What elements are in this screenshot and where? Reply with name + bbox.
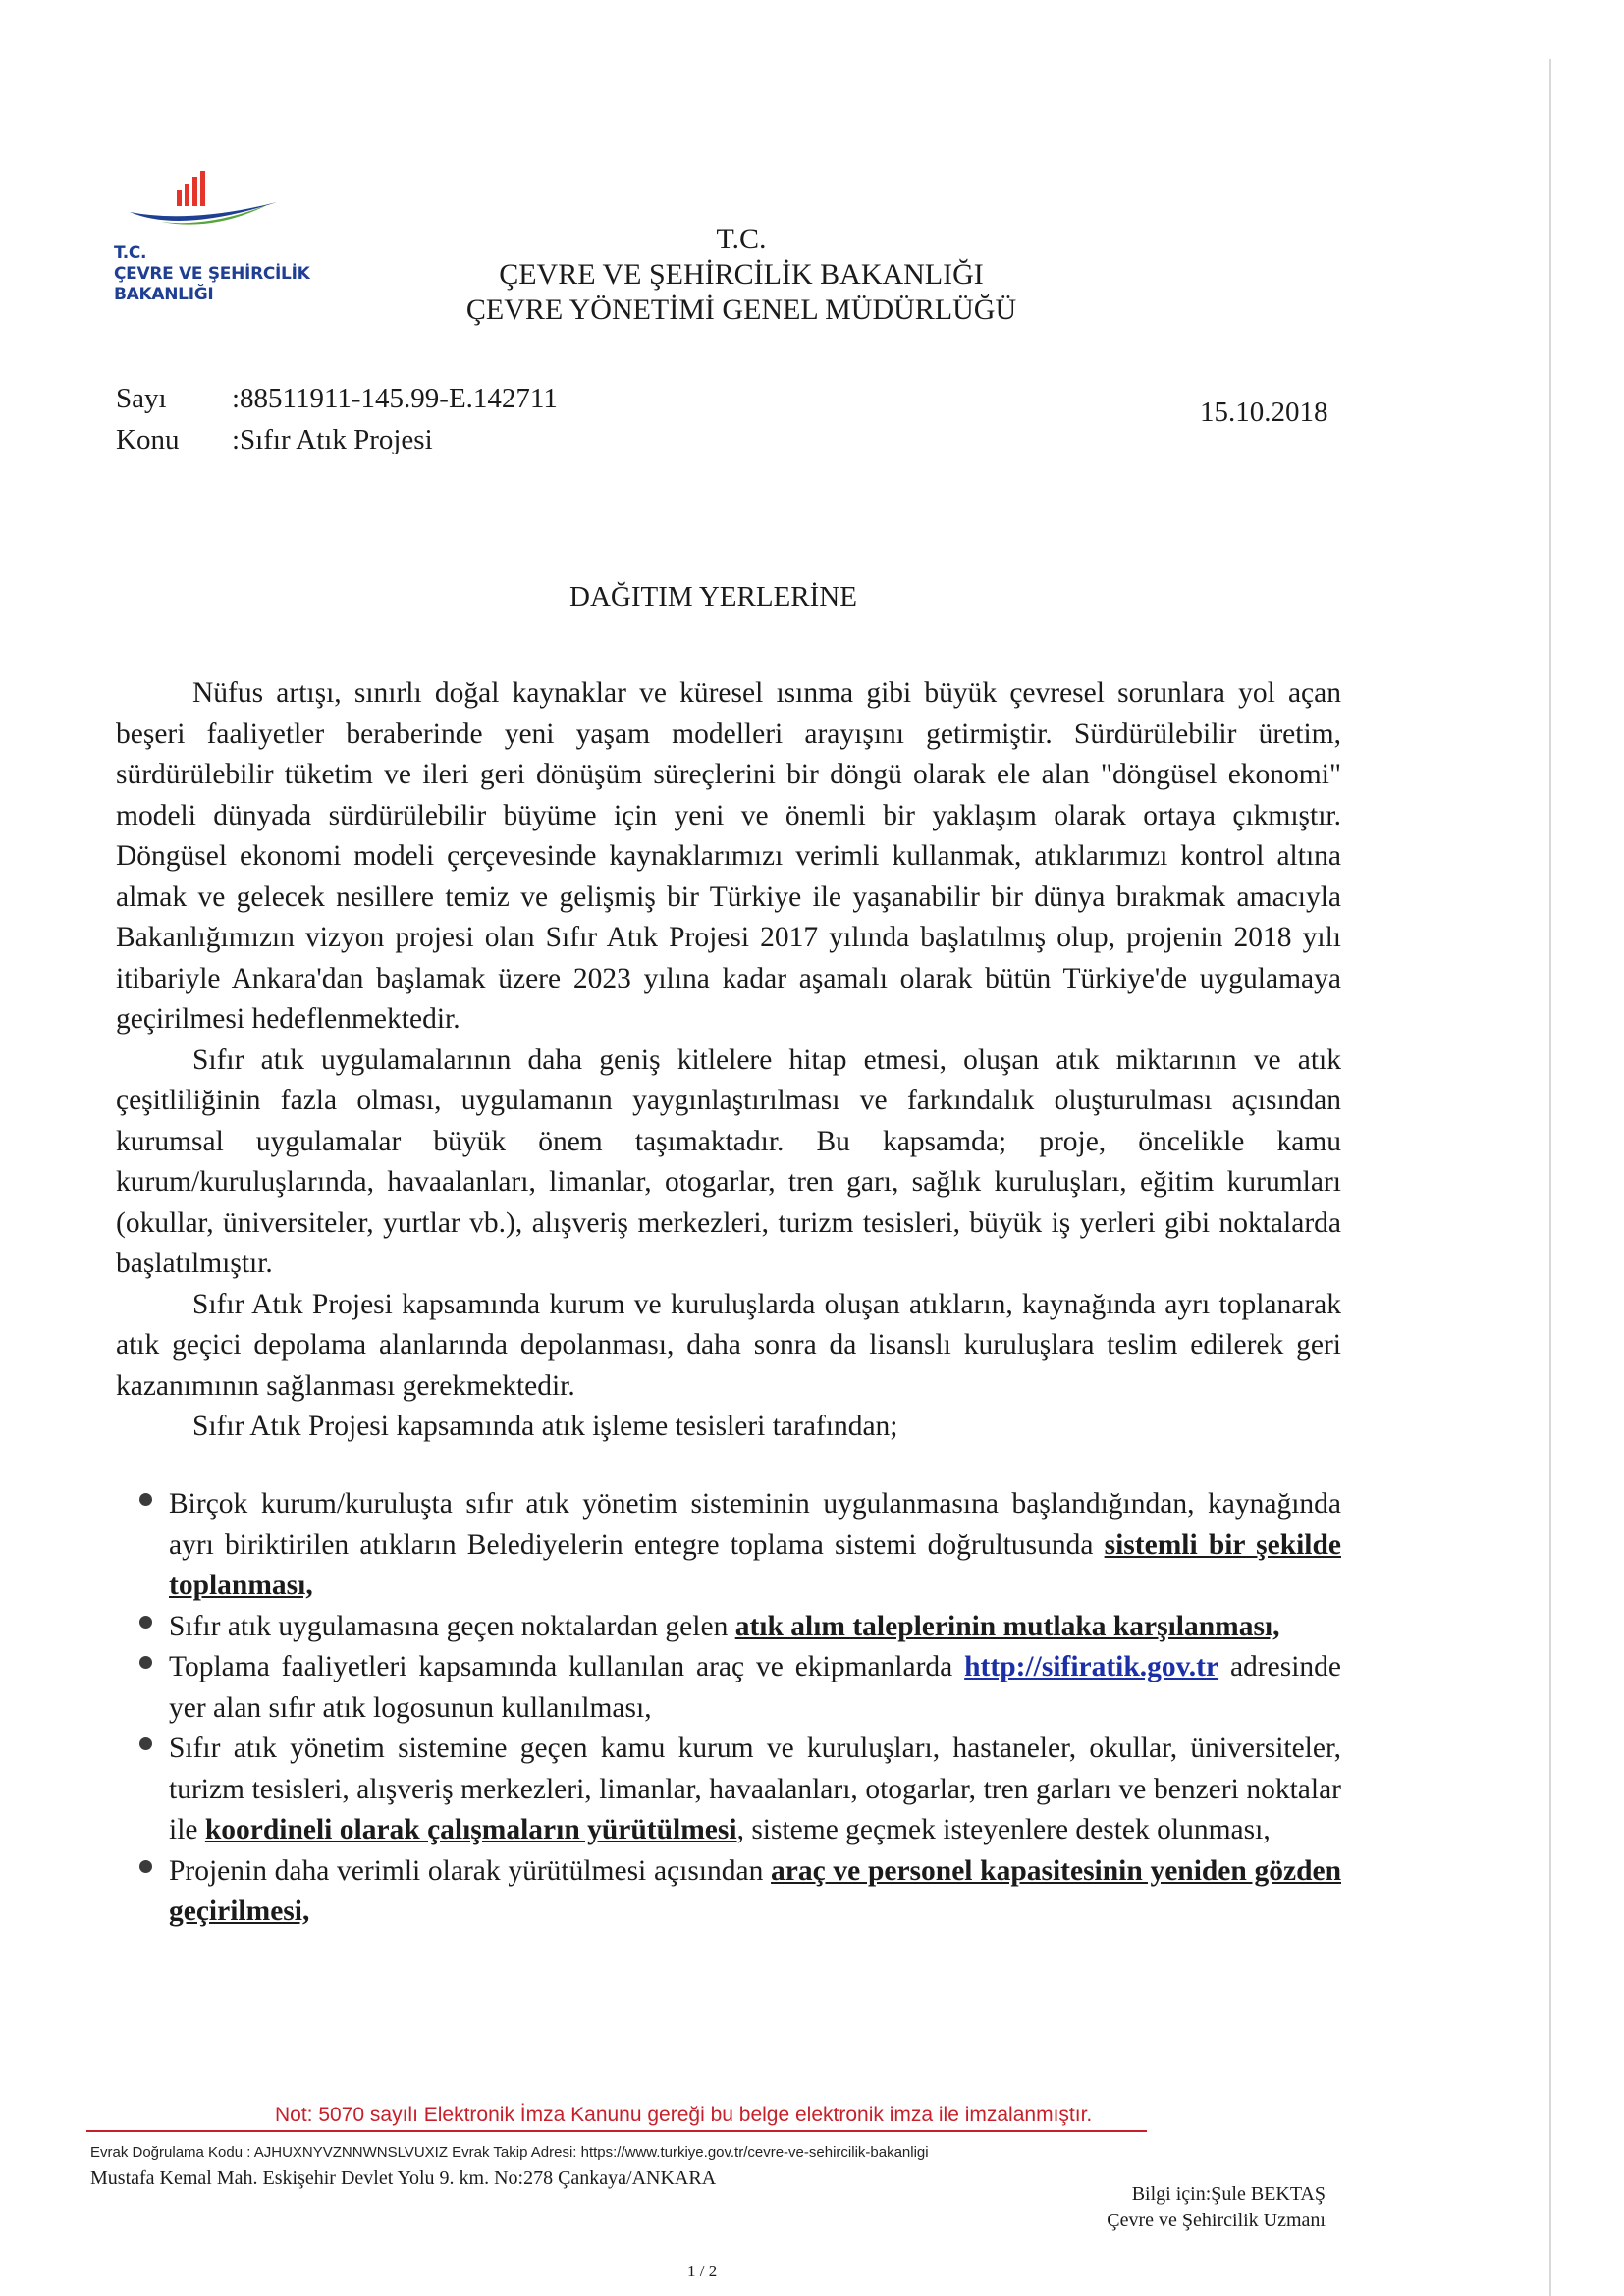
paragraph-4: Sıfır Atık Projesi kapsamında atık işleme tesisleri tarafından; [192, 1411, 898, 1442]
konu-label: Konu [116, 424, 180, 455]
bullet-item-5 [139, 1851, 1341, 1933]
salutation: DAĞITIM YERLERİNE [569, 581, 857, 613]
konu-row [116, 424, 433, 456]
logo-line-3: BAKANLIĞI [114, 285, 214, 304]
sayi-value: :88511911-145.99-E.142711 [232, 383, 558, 414]
scan-edge-line [1549, 59, 1551, 2296]
bullet-icon [139, 1616, 152, 1629]
sayi-row [116, 383, 558, 415]
bullet-4-text-after: , sisteme geçmek isteyenlere destek olunması, [736, 1814, 1271, 1845]
paragraph-1: Nüfus artışı, sınırlı doğal kaynaklar ve küresel ısınma gibi büyük çevresel sorunlara yol açan beşeri faaliyetler beraberinde yeni yaşam modelleri arayışını getirmiştir. Sürdürülebilir üretim, sürdürülebilir tüketim ve ileri geri dönüşüm süreçlerini bir döngü olarak ele alan "döngüsel ekonomi" modeli dünyada sürdürülebilir büyüme için yeni ve önemli bir yaklaşım olarak ortaya çıkmıştır. Döngüsel ekonomi modeli çerçevesinde kaynaklarımızı verimli kullanmak, atıklarımızı kontrol altına almak ve gelecek nesillere temiz ve gelişmiş bir Türkiye ile yaşanabilir bir dünya bırakmak amacıyla Bakanlığımızın vizyon projesi olan Sıfır Atık Projesi 2017 yılında başlatılmış olup, projenin 2018 yılı itibariyle Ankara'dan başlamak üzere 2023 yılına kadar aşamalı olarak bütün Türkiye'de uygulamaya geçirilmesi hedeflenmektedir. [116, 677, 1341, 1035]
header-line-3: ÇEVRE YÖNETİMİ GENEL MÜDÜRLÜĞÜ [465, 294, 1017, 326]
bullet-icon [139, 1737, 152, 1750]
header-line-1: T.C. [716, 223, 767, 255]
bullet-list [139, 1484, 1341, 1933]
header-line-2: ÇEVRE VE ŞEHİRCİLİK BAKANLIĞI [499, 258, 984, 291]
ministry-logo-text [114, 243, 310, 305]
footer-divider [86, 2130, 1147, 2132]
konu-value: :Sıfır Atık Projesi [232, 424, 433, 455]
paragraph-2: Sıfır atık uygulamalarının daha geniş kitlelere hitap etmesi, oluşan atık miktarının ve atık çeşitliliğinin fazla olması, uygulamanın yaygınlaştırılması ve farkındalık oluşturulması açısından kurumsal uygulamalar büyük önem taşımaktadır. Bu kapsamda; proje, öncelikle kamu kurum/kuruluşlarında, havaalanları, limanlar, otogarlar, tren garı, sağlık kuruluşları, eğitim kurumları (okullar, üniversiteler, yurtlar vb.), alışveriş merkezleri, turizm tesisleri, büyük iş yerleri gibi noktalarda başlatılmıştır. [116, 1043, 1341, 1279]
bullet-item-2 [139, 1607, 1341, 1648]
bullet-1-text: Birçok kurum/kuruluşta sıfır atık yönetim sisteminin uygulanmasına başlandığından, kaynağında ayrı biriktirilen atıkların Belediyelerin entegre toplama sistemi doğrultusunda [169, 1488, 1341, 1561]
bullet-2-text: Sıfır atık uygulamasına geçen noktalardan gelen [169, 1610, 735, 1642]
bullet-2-emphasis: atık alım taleplerinin mutlaka karşılanması, [734, 1610, 1280, 1642]
body-text [116, 673, 1341, 1448]
ministry-logo [110, 167, 310, 324]
verification-code: Evrak Doğrulama Kodu : AJHUXNYVZNNWNSLVUXIZ Evrak Takip Adresi: https://www.turkiye.gov.tr/cevre-ve-sehircilik-bakanligi [90, 2144, 929, 2161]
logo-line-2: ÇEVRE VE ŞEHİRCİLİK [114, 264, 310, 284]
bullet-3-text: Toplama faaliyetleri kapsamında kullanılan araç ve ekipmanlarda [169, 1651, 965, 1682]
page-number: 1 / 2 [687, 2262, 718, 2280]
contact-info [992, 2181, 1326, 2234]
bullet-3-text-after: adresinde yer alan sıfır atık logosunun kullanılması, [169, 1651, 1341, 1724]
bullet-item-1 [139, 1484, 1341, 1607]
bullet-4-emphasis: koordineli olarak çalışmaların yürütülmesi [204, 1814, 737, 1845]
ministry-logo-mark [122, 167, 289, 245]
contact-title: Çevre ve Şehircilik Uzmanı [1107, 2210, 1326, 2231]
sayi-label: Sayı [116, 383, 167, 414]
document-date: 15.10.2018 [1200, 397, 1328, 428]
bullet-1-emphasis: sistemli bir şekilde toplanması, [169, 1528, 1341, 1601]
document-header [393, 222, 1090, 328]
logo-line-1: T.C. [114, 243, 147, 263]
bullet-icon [139, 1656, 152, 1669]
e-signature-note: Not: 5070 sayılı Elektronik İmza Kanunu gereği bu belge elektronik imza ile imzalanmıştır. [275, 2104, 1093, 2126]
ministry-address: Mustafa Kemal Mah. Eskişehir Devlet Yolu 9. km. No:278 Çankaya/ANKARA [90, 2167, 717, 2189]
bullet-4-text: Sıfır atık yönetim sistemine geçen kamu kurum ve kuruluşları, hastaneler, okullar, üniversiteler, turizm tesisleri, alışveriş merkezleri, limanlar, havaalanları, otogarlar, tren garları ve benzeri noktalar ile [169, 1733, 1341, 1845]
bullet-item-3 [139, 1647, 1341, 1729]
sifiratik-link[interactable]: http://sifiratik.gov.tr [964, 1651, 1219, 1682]
bullet-icon [139, 1860, 152, 1873]
contact-person: Bilgi için:Şule BEKTAŞ [1131, 2183, 1326, 2205]
bullet-5-emphasis: araç ve personel kapasitesinin yeniden gözden geçirilmesi, [169, 1854, 1341, 1927]
bullet-icon [139, 1493, 152, 1506]
bullet-item-4 [139, 1729, 1341, 1851]
paragraph-3: Sıfır Atık Projesi kapsamında kurum ve kuruluşlarda oluşan atıkların, kaynağında ayrı toplanarak atık geçici depolama alanlarında depolanması, daha sonra da lisanslı kuruluşlara teslim edilerek geri kazanımının sağlanması gerekmektedir. [116, 1288, 1341, 1402]
bullet-5-text: Projenin daha verimli olarak yürütülmesi açısından [169, 1854, 772, 1887]
